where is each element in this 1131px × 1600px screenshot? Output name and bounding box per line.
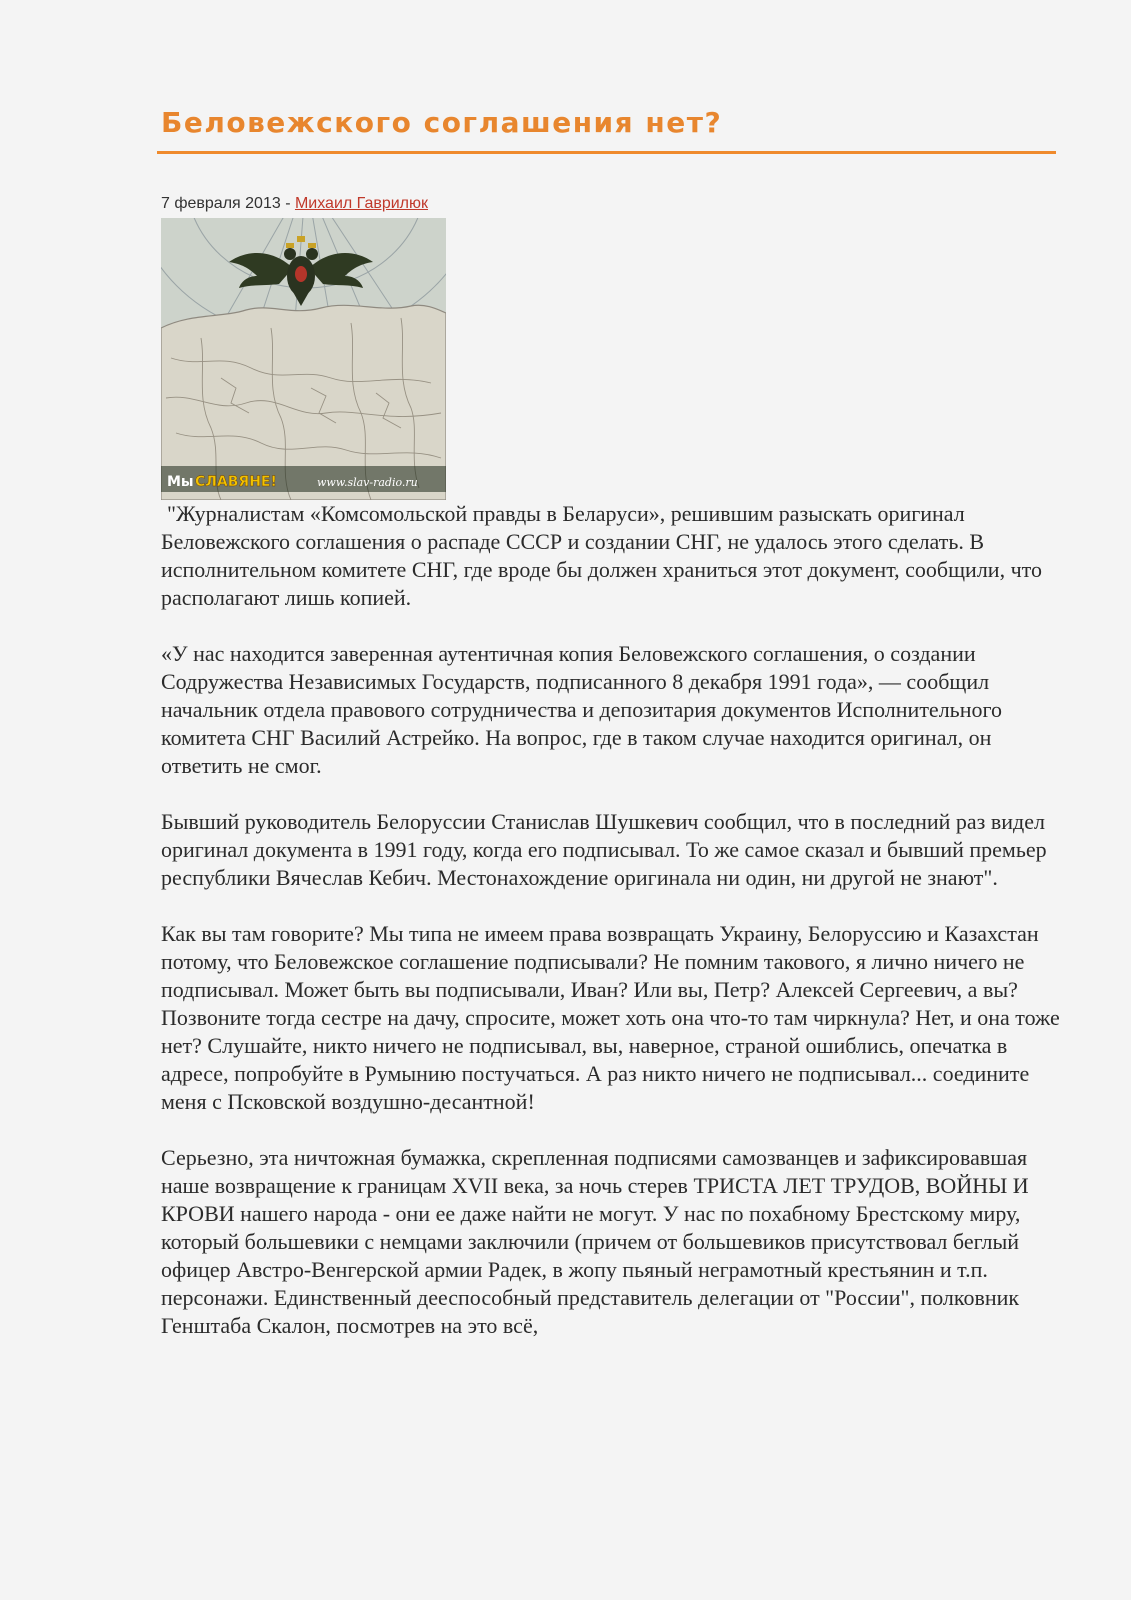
article-paragraph: Бывший руководитель Белоруссии Станислав Шушкевич сообщил, что в последний раз видел оригинал документа в 1991 году, когда его подписывал. То же самое сказал и бывший премьер республики Вячеслав Кебич. Местонахождение оригинала ни один, ни другой не знают". — [161, 809, 1047, 890]
title-divider — [157, 151, 1056, 154]
author-link[interactable]: Михаил Гаврилюк — [294, 195, 429, 212]
caption-prefix: Мы — [167, 474, 194, 490]
article-paragraph: Как вы там говорите? Мы типа не имеем права возвращать Украину, Белоруссию и Казахстан потому, что Беловежское соглашение подписывали? Не помним такового, я лично ничего не подписывал. Может быть вы подписывали, Иван? Или вы, Петр? Алексей Сергеевич, а вы? Позвоните тогда сестре на дачу, спросите, может хоть она что-то там чиркнула? Нет, и она тоже нет? Слушайте, никто ничего не подписывал, вы, наверное, страной ошиблись, опечатка в адресе, попробуйте в Румынию постучаться. А раз никто ничего не подписывал... соедините меня с Псковской воздушно-десантной! — [161, 921, 1060, 1114]
article-map-image — [161, 218, 446, 500]
caption-highlight: СЛАВЯНЕ! — [195, 474, 277, 490]
article-paragraph: Серьезно, эта ничтожная бумажка, скрепленная подписями самозванцев и зафиксировавшая наше возвращение к границам XVII века, за ночь стерев ТРИСТА ЛЕТ ТРУДОВ, ВОЙНЫ И КРОВИ нашего народа - они ее даже найти не могут. У нас по похабному Брестскому миру, который большевики с немцами заключили (причем от большевиков присутствовал беглый офицер Австро-Венгерской армии Радек, в жопу пьяный неграмотный крестьянин и т.п. персонажи. Единственный дееспособный представитель делегации от "России", полковник Генштаба Скалон, посмотрев на это всё, — [161, 1145, 1029, 1338]
article-body — [161, 500, 1061, 1368]
article-paragraph: «У нас находится заверенная аутентичная копия Беловежского соглашения, о создании Содружества Независимых Государств, подписанного 8 декабря 1991 года», — сообщил начальник отдела правового сотрудничества и депозитария документов Исполнительного комитета СНГ Василий Астрейко. На вопрос, где в таком случае находится оригинал, он ответить не смог. — [161, 641, 1002, 778]
article-date: 7 февраля 2013 — [161, 195, 281, 212]
article-title: Беловежского соглашения нет? — [161, 106, 723, 139]
caption-url: www.slav-radio.ru — [317, 476, 418, 489]
article-paragraph: "Журналистам «Комсомольской правды в Беларуси», решившим разыскать оригинал Беловежского соглашения о распаде СССР и создании СНГ, не удалось этого сделать. В исполнительном комитете СНГ, где вроде бы должен храниться этот документ, сообщили, что располагают лишь копией. — [161, 501, 1042, 610]
meta-separator: - — [280, 195, 295, 212]
article-meta — [161, 195, 428, 213]
